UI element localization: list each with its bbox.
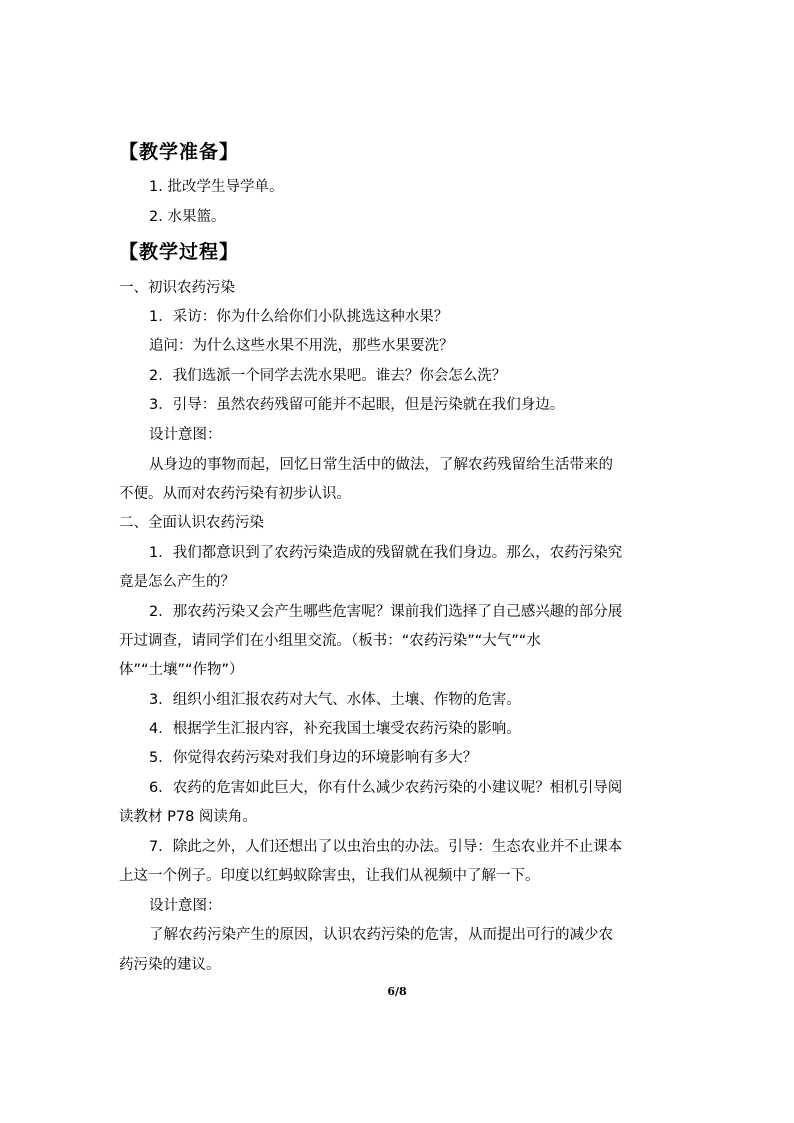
paragraph-line: 1．我们都意识到了农药污染造成的残留就在我们身边。那么，农药污染究 [149,545,623,561]
paragraph-line: 体”“土壤”“作物”） [119,662,244,678]
paragraph-line: 6．农药的危害如此巨大，你有什么减少农药污染的小建议呢？相机引导阅 [149,780,623,796]
paragraph-line: 3．组织小组汇报农药对大气、水体、土壤、作物的危害。 [149,692,521,708]
paragraph-line: 药污染的建议。 [119,957,221,973]
section-heading-process: 【教学过程】 [119,241,240,263]
paragraph-line: 5．你觉得农药污染对我们身边的环境影响有多大？ [149,750,478,766]
paragraph-line: 2．我们选派一个同学去洗水果吧。谁去？你会怎么洗？ [149,368,507,384]
part-title: 一、初识农药污染 [119,280,235,296]
paragraph-line: 不便。从而对农药污染有初步认识。 [119,486,351,502]
page-number: 6/8 [387,985,407,998]
paragraph-line: 3．引导：虽然农药残留可能并不起眼，但是污染就在我们身边。 [149,397,565,413]
design-intent-label: 设计意图： [149,427,222,443]
paragraph-line: 开过调查，请同学们在小组里交流。（板书：“农药污染”“大气”“水 [119,633,541,649]
design-intent-label: 设计意图： [149,898,222,914]
part-title: 二、全面认识农药污染 [119,515,264,531]
paragraph-line: 从身边的事物而起，回忆日常生活中的做法，了解农药残留给生活带来的 [149,457,613,473]
paragraph-line: 追问：为什么这些水果不用洗，那些水果要洗？ [149,338,454,354]
paragraph-line: 上这一个例子。印度以红蚂蚁除害虫，让我们从视频中了解一下。 [119,868,540,884]
prep-item: 1. 批改学生导学单。 [149,179,284,195]
paragraph-line: 1．采访：你为什么给你们小队挑选这种水果？ [149,309,449,325]
paragraph-line: 4．根据学生汇报内容，补充我国土壤受农药污染的影响。 [149,721,521,737]
paragraph-line: 7．除此之外，人们还想出了以虫治虫的办法。引导：生态农业并不止课本 [149,839,623,855]
paragraph-line: 了解农药污染产生的原因，认识农药污染的危害，从而提出可行的减少农 [149,927,613,943]
paragraph-line: 竟是怎么产生的？ [119,574,235,590]
paragraph-line: 2．那农药污染又会产生哪些危害呢？课前我们选择了自己感兴趣的部分展 [149,604,623,620]
section-heading-prep: 【教学准备】 [119,141,240,163]
paragraph-line: 读教材 P78 阅读角。 [119,809,257,825]
prep-item: 2. 水果篮。 [149,209,226,225]
